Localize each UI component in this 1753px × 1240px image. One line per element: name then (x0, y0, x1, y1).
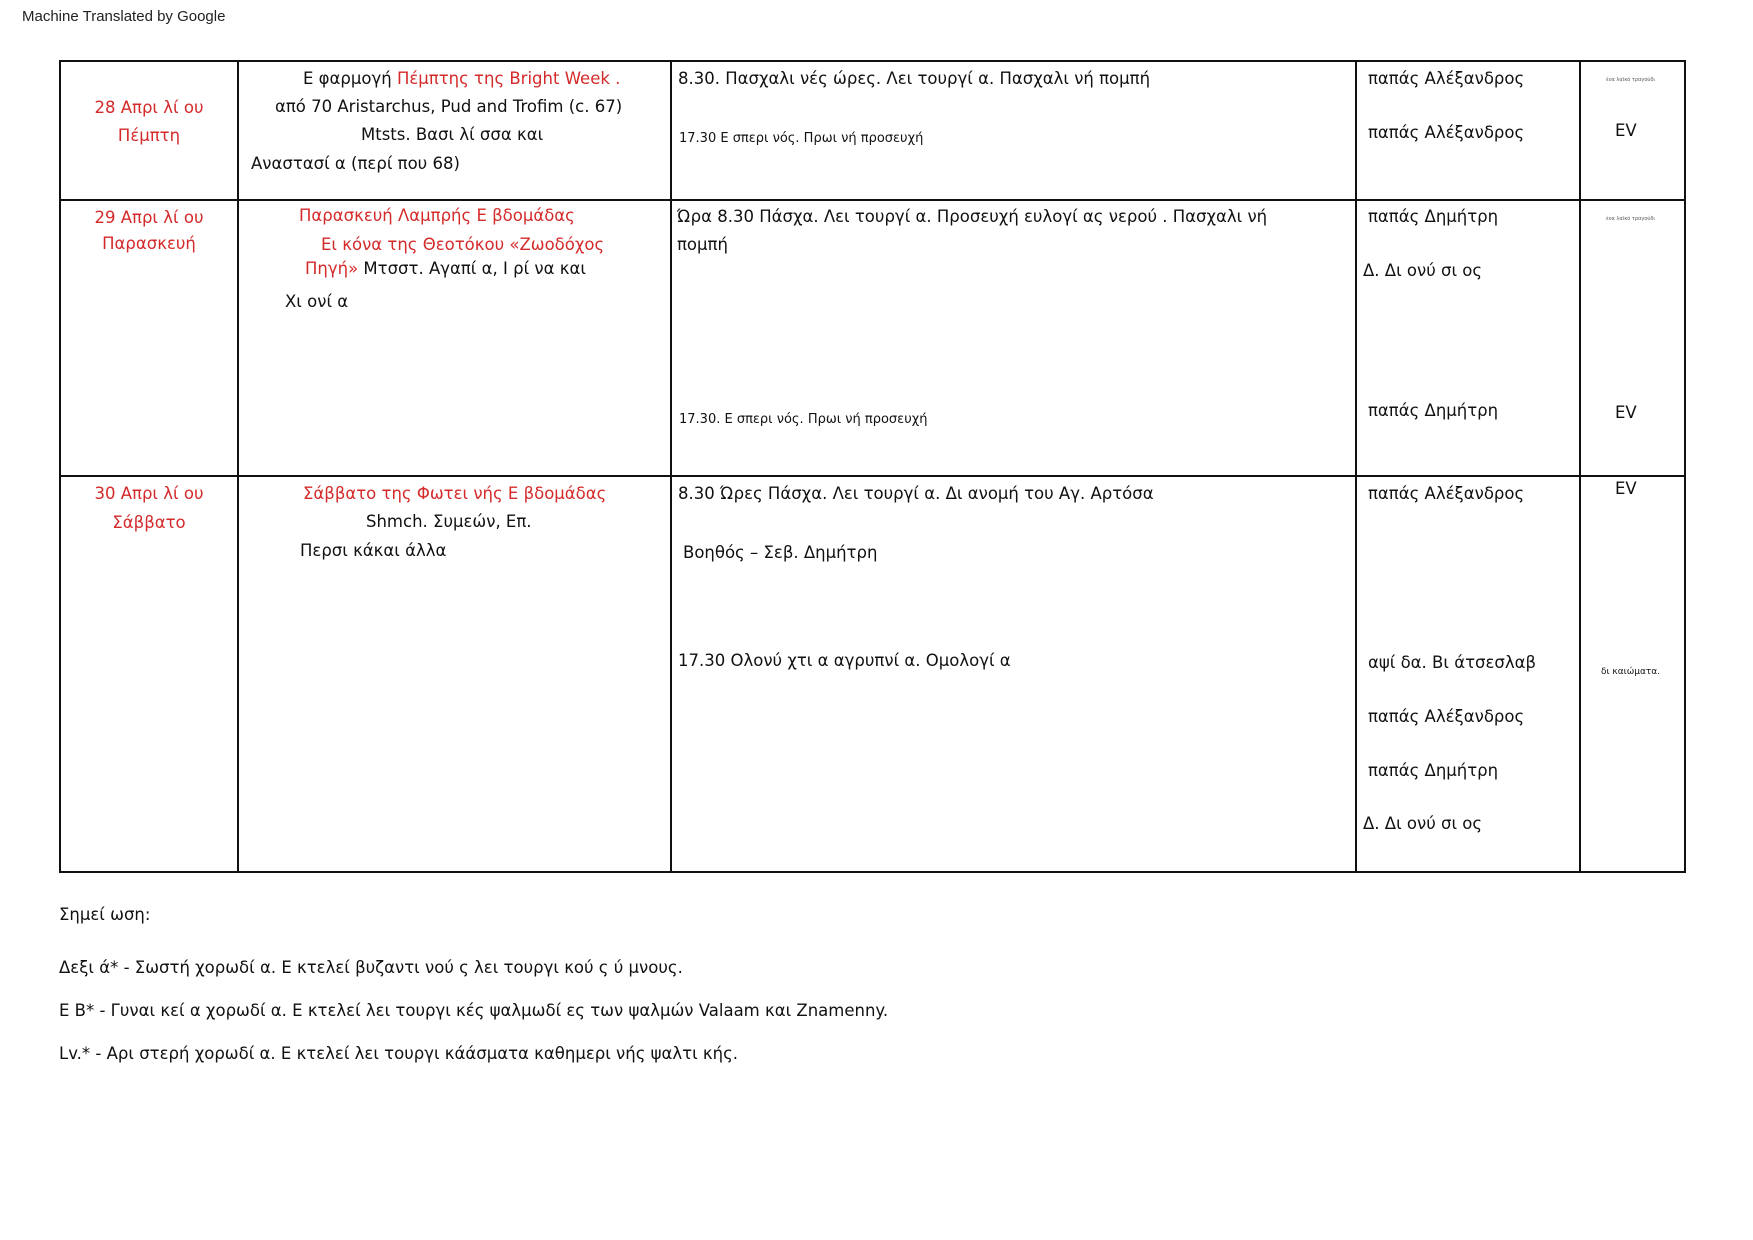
clergy-cell (1356, 61, 1580, 200)
priest-name: Δ. Δι ονύ σι ος (1363, 261, 1483, 280)
services-cell (671, 476, 1356, 872)
choir-label: ένα λαϊκό τραγούδι (1606, 216, 1656, 222)
evening-service: 17.30. Ε σπερι νός. Πρωι νή προσευχή (679, 412, 928, 427)
choir-label: EV (1615, 403, 1637, 422)
weekday-label: Πέμπτη (117, 126, 181, 145)
evening-service: 17.30 Ολονύ χτι α αγρυπνί α. Ομολογί α (678, 651, 1011, 670)
feast-title: Ε φαρμογή Πέμπτης της Bright Week . (303, 69, 621, 88)
choir-label: EV (1615, 479, 1637, 498)
date-cell (60, 476, 238, 872)
date-cell (60, 200, 238, 476)
feast-saints: Περσι κάκαι άλλα (300, 541, 447, 560)
choir-cell (1580, 200, 1685, 476)
feast-cell (238, 61, 671, 200)
priest-name: Δ. Δι ονύ σι ος (1363, 814, 1483, 833)
feast-saints: από 70 Aristarchus, Pud and Trofim (c. 67) (275, 97, 623, 116)
priest-name: παπάς Αλέξανδρος (1368, 123, 1525, 142)
weekday-label: Σάββατο (112, 513, 186, 532)
table-row (60, 476, 1685, 872)
note-item: Lv.* - Αρι στερή χορωδί α. Ε κτελεί λει τουργι κάάσματα καθημερι νής ψαλτι κής. (59, 1044, 739, 1063)
feast-cell (238, 476, 671, 872)
priest-name: αψί δα. Βι άτσεσλαβ (1368, 653, 1537, 672)
choir-cell (1580, 476, 1685, 872)
table-row (60, 61, 1685, 200)
date-label: 28 Απρι λί ου (94, 98, 204, 117)
morning-service: Ώρα 8.30 Πάσχα. Λει τουργί α. Προσευχή ευλογί ας νερού . Πασχαλι νή (677, 207, 1268, 226)
evening-service: 17.30 Ε σπερι νός. Πρωι νή προσευχή (679, 131, 924, 146)
date-cell (60, 61, 238, 200)
note-item: Δεξι ά* - Σωστή χορωδί α. Ε κτελεί βυζαντι νού ς λει τουργι κού ς ύ μνους. (59, 958, 683, 977)
morning-service: πομπή (677, 235, 728, 254)
clergy-cell (1356, 476, 1580, 872)
assistant-clergy: Βοηθός – Σεβ. Δημήτρη (683, 543, 878, 562)
choir-label: δι καιώματα. (1601, 667, 1661, 677)
morning-service: 8.30. Πασχαλι νές ώρες. Λει τουργί α. Πασχαλι νή πομπή (678, 69, 1151, 88)
clergy-cell (1356, 200, 1580, 476)
priest-name: παπάς Αλέξανδρος (1368, 484, 1525, 503)
table-row (60, 200, 1685, 476)
priest-name: παπάς Δημήτρη (1368, 207, 1499, 226)
feast-title: Παρασκευή Λαμπρής Ε βδομάδας (299, 206, 575, 225)
choir-cell (1580, 61, 1685, 200)
services-cell (671, 61, 1356, 200)
feast-saints: Πηγή» Μτσστ. Αγαπί α, Ι ρί να και (305, 259, 586, 278)
weekday-label: Παρασκευή (102, 234, 196, 253)
date-label: 30 Απρι λί ου (94, 484, 204, 503)
priest-name: παπάς Δημήτρη (1368, 761, 1499, 780)
date-label: 29 Απρι λί ου (94, 208, 204, 227)
priest-name: παπάς Δημήτρη (1368, 401, 1499, 420)
machine-translation-banner: Machine Translated by Google (22, 8, 226, 25)
feast-icon-title: Ει κόνα της Θεοτόκου «Ζωοδόχος (321, 235, 605, 254)
schedule-table (59, 60, 1686, 873)
feast-saints: Shmch. Συμεών, Επ. (366, 512, 532, 531)
feast-cell (238, 200, 671, 476)
feast-saints: Αναστασί α (περί που 68) (251, 154, 460, 173)
services-cell (671, 200, 1356, 476)
note-item: Ε Β* - Γυναι κεί α χορωδί α. Ε κτελεί λει τουργι κές ψαλμωδί ες των ψαλμών Valaam και Znamenny. (59, 1001, 889, 1020)
choir-label: EV (1615, 121, 1637, 140)
feast-saints: Mtsts. Βασι λί σσα και (361, 125, 544, 144)
feast-title: Σάββατο της Φωτει νής Ε βδομάδας (303, 484, 607, 503)
morning-service: 8.30 Ώρες Πάσχα. Λει τουργί α. Δι ανομή του Αγ. Αρτόσα (678, 484, 1154, 503)
priest-name: παπάς Αλέξανδρος (1368, 707, 1525, 726)
feast-saints: Χι ονί α (285, 292, 349, 311)
priest-name: παπάς Αλέξανδρος (1368, 69, 1525, 88)
choir-label: ένα λαϊκό τραγούδι (1606, 77, 1656, 83)
notes-title: Σημεί ωση: (59, 905, 151, 924)
